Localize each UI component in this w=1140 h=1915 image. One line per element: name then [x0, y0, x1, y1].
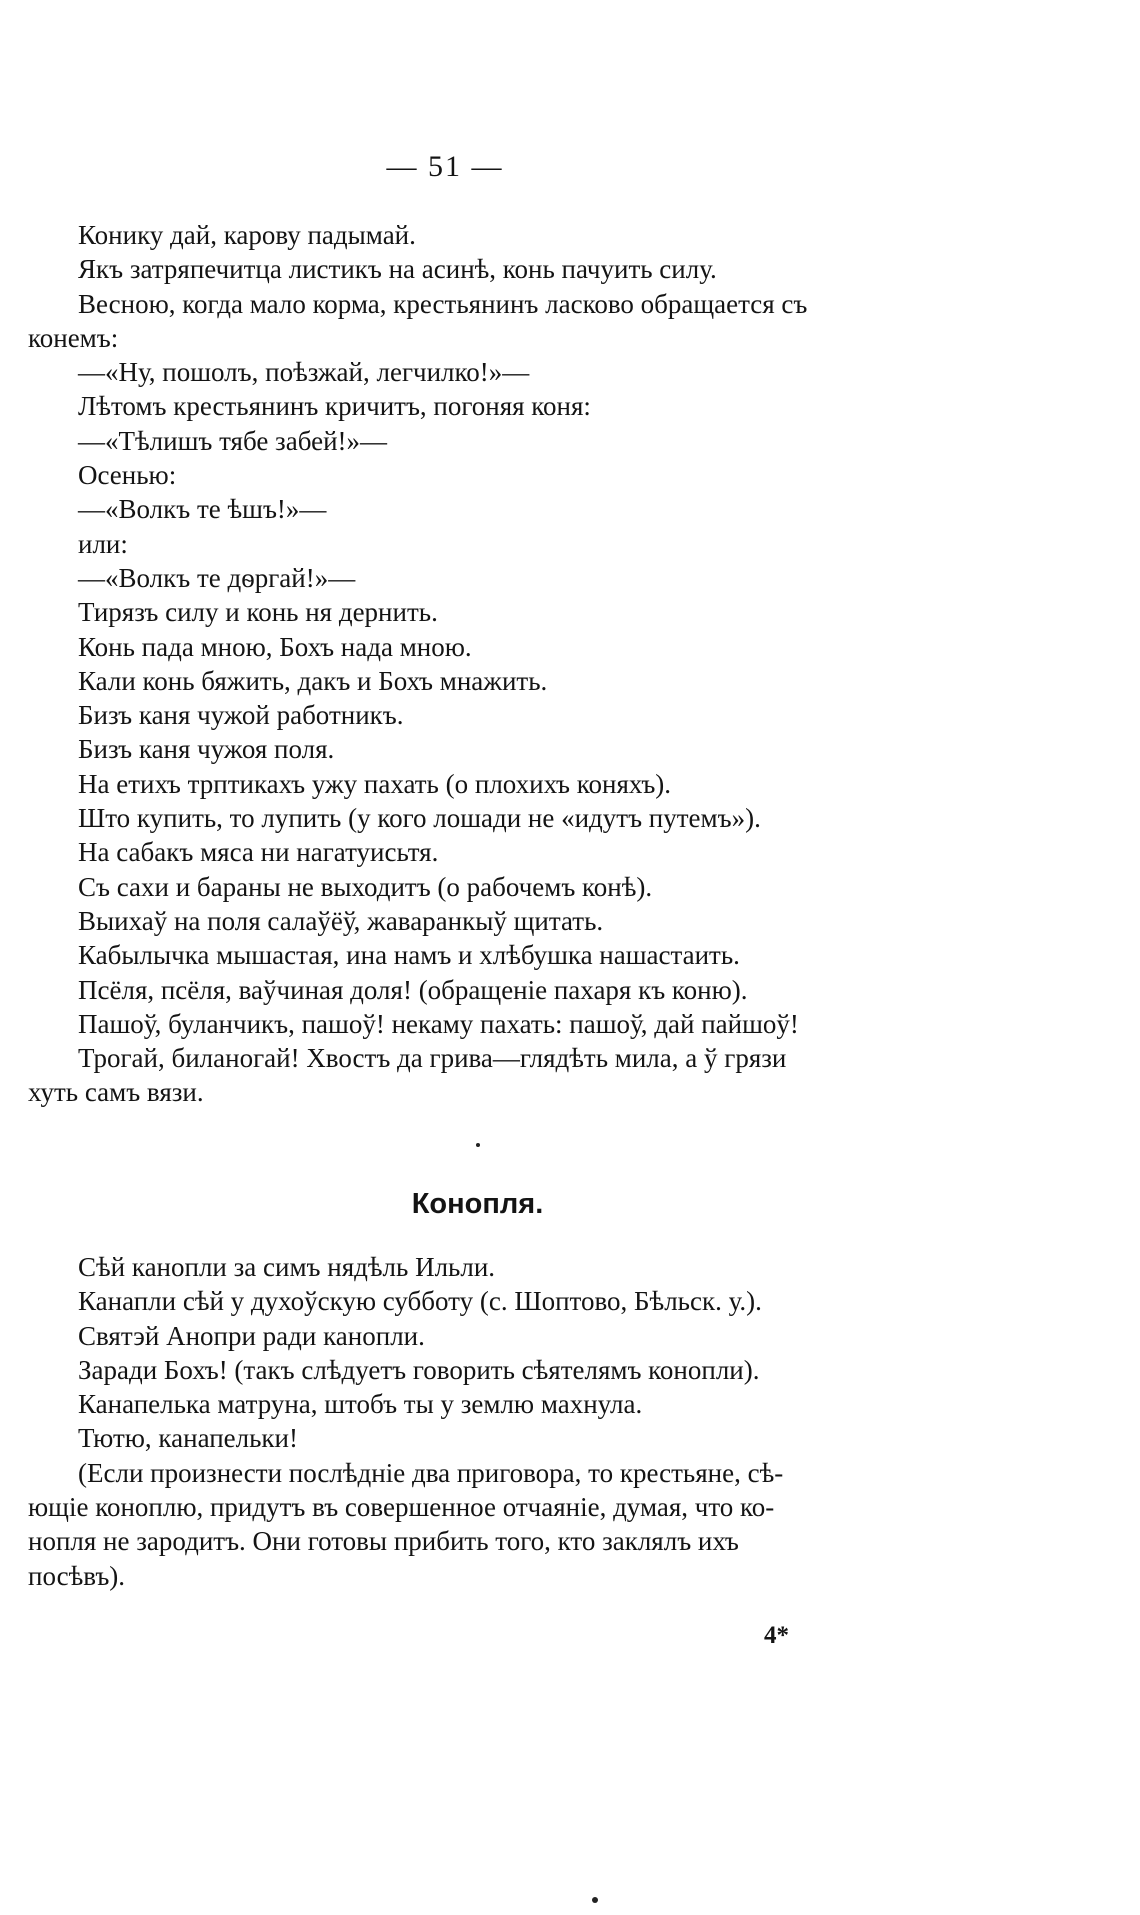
- text-line: Канапелька матруна, штобъ ты у землю махнула.: [78, 1389, 643, 1420]
- text-line: Канапли сѣй у духоўскую субботу (с. Шоптово, Бѣльск. у.).: [78, 1286, 762, 1317]
- text-line: Святэй Анопри ради канопли.: [78, 1320, 425, 1351]
- text-line: —«Тѣлишъ тябе забей!»—: [78, 425, 388, 456]
- text-line: Съ сахи и бараны не выходитъ (о рабочемъ конѣ).: [78, 871, 653, 902]
- text-line: хуть самъ вязи.: [28, 1077, 204, 1108]
- text-line: Якъ затряпечитца листикъ на асинѣ, конь пачуить силу.: [78, 254, 717, 285]
- text-line: Тирязъ силу и конь ня дернить.: [78, 597, 438, 628]
- text-line: —«Волкъ те дѳргай!»—: [78, 562, 356, 593]
- print-speck: [476, 1143, 480, 1147]
- text-line: Сѣй канопли за симъ нядѣль Ильли.: [78, 1252, 496, 1282]
- text-block-horses: [28, 218, 860, 1110]
- text-line: Тютю, канапельки!: [78, 1423, 298, 1454]
- text-block-hemp: [28, 1250, 860, 1593]
- text-line: Весною, когда мало корма, крестьянинъ ласково обращается съ: [78, 288, 808, 319]
- text-line: или:: [78, 528, 128, 559]
- text-line: —«Волкъ те ѣшъ!»—: [78, 494, 327, 525]
- print-speck: [592, 1897, 598, 1903]
- text-line: Выихаў на поля салаўёў, жаваранкыў щитать.: [78, 905, 604, 936]
- text-line: Заради Бохъ! (такъ слѣдуетъ говорить сѣятелямъ конопли).: [78, 1354, 760, 1385]
- text-line: конемъ:: [28, 322, 119, 353]
- text-line: Бизъ каня чужой работникъ.: [78, 700, 404, 731]
- signature-mark: 4*: [764, 1622, 789, 1649]
- text-line: Осенью:: [78, 460, 177, 491]
- text-line: Конику дай, карову падымай.: [78, 220, 416, 250]
- text-line: Лѣтомъ крестьянинъ кричитъ, погоняя коня:: [78, 391, 591, 422]
- text-line: Кабылычка мышастая, ина намъ и хлѣбушка нашастаить.: [78, 940, 740, 971]
- text-line: Бизъ каня чужоя поля.: [78, 734, 335, 765]
- text-line: Пашоў, буланчикъ, пашоў! некаму пахать: пашоў, дай пайшоў!: [78, 1008, 799, 1039]
- page-number: — 51 —: [386, 150, 504, 183]
- text-line: Кали конь бяжить, дакъ и Бохъ мнажить.: [78, 665, 548, 696]
- text-line: Што купить, то лупить (у кого лошади не «идутъ путемъ»).: [78, 803, 761, 834]
- text-line: нопля не зародитъ. Они готовы прибить того, кто заклялъ ихъ: [28, 1526, 739, 1557]
- text-line: На сабакъ мяса ни нагатуисьтя.: [78, 837, 439, 868]
- text-line: Псёля, псёля, ваўчиная доля! (обращеніе пахаря къ коню).: [78, 974, 748, 1005]
- text-line: Трогай, биланогай! Хвостъ да грива—глядѣть мила, а ў грязи: [78, 1043, 787, 1074]
- text-line: —«Ну, пошолъ, поѣзжай, легчилко!»—: [78, 357, 530, 388]
- text-line: посѣвъ).: [28, 1560, 126, 1591]
- text-line: ющіе коноплю, придутъ въ совершенное отчаяніе, думая, что ко-: [28, 1492, 775, 1523]
- section-heading: Конопля.: [411, 1188, 544, 1220]
- text-line: Конь пада мною, Бохъ нада мною.: [78, 631, 472, 662]
- text-line: На етихъ трптикахъ ужу пахать (о плохихъ коняхъ).: [78, 768, 672, 799]
- text-line: (Если произнести послѣдніе два приговора, то крестьяне, сѣ-: [78, 1457, 784, 1488]
